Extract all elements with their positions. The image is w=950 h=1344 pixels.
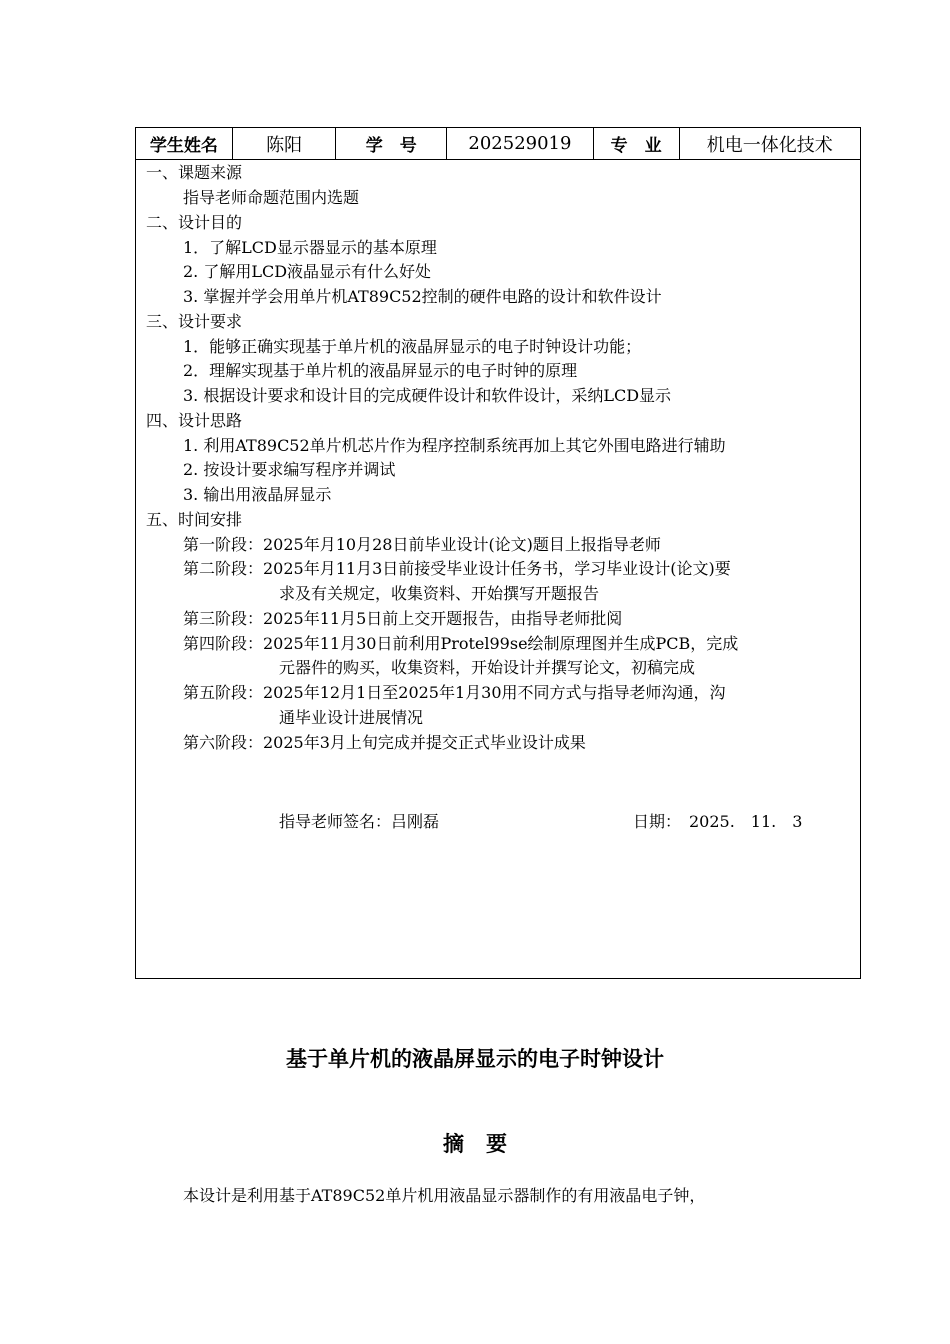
schedule-stage-2-cont: 求及有关规定，收集资料、开始撰写开题报告: [279, 584, 600, 603]
signature-date: 日期： 2025. 11. 3: [633, 812, 803, 831]
schedule-stage-1: 第一阶段：2025年月10月28日前毕业设计(论文)题目上报指导老师: [183, 535, 661, 554]
approach-item: 2. 按设计要求编写程序并调试: [183, 460, 396, 479]
section-purpose-heading: 二、设计目的: [146, 213, 243, 232]
section-schedule-heading: 五、时间安排: [146, 510, 243, 529]
major-label: 专 业: [594, 128, 680, 159]
name-label: 学生姓名: [136, 128, 233, 159]
approach-item: 3. 输出用液晶屏显示: [183, 485, 332, 504]
schedule-stage-5-cont: 通毕业设计进展情况: [279, 708, 424, 727]
purpose-item: 1．了解LCD显示器显示的基本原理: [183, 238, 437, 257]
abstract-paragraph: 本设计是利用基于AT89C52单片机用液晶显示器制作的有用液晶电子钟，: [183, 1186, 706, 1205]
requirement-item: 1．能够正确实现基于单片机的液晶屏显示的电子时钟设计功能；: [183, 337, 642, 356]
schedule-stage-4-cont: 元器件的购买，收集资料，开始设计并撰写论文，初稿完成: [279, 658, 696, 677]
schedule-stage-6: 第六阶段：2025年3月上旬完成并提交正式毕业设计成果: [183, 733, 586, 752]
proposal-form: [135, 127, 861, 979]
approach-item: 1. 利用AT89C52单片机芯片作为程序控制系统再加上其它外围电路进行辅助: [183, 436, 726, 455]
schedule-stage-5: 第五阶段：2025年12月1日至2025年1月30用不同方式与指导老师沟通，沟: [183, 683, 726, 702]
section-requirements-heading: 三、设计要求: [146, 312, 243, 331]
schedule-stage-3: 第三阶段：2025年11月5日前上交开题报告，由指导老师批阅: [183, 609, 623, 628]
section-approach-heading: 四、设计思路: [146, 411, 243, 430]
purpose-item: 3. 掌握并学会用单片机AT89C52控制的硬件电路的设计和软件设计: [183, 287, 662, 306]
section-source-text: 指导老师命题范围内选题: [183, 188, 360, 207]
name-value: 陈阳: [233, 128, 337, 159]
teacher-signature: 指导老师签名：吕刚磊: [279, 812, 440, 831]
schedule-stage-4: 第四阶段：2025年11月30日前利用Protel99se绘制原理图并生成PCB，完成: [183, 634, 739, 653]
requirement-item: 3. 根据设计要求和设计目的完成硬件设计和软件设计，采纳LCD显示: [183, 386, 672, 405]
schedule-stage-2: 第二阶段：2025年月11月3日前接受毕业设计任务书，学习毕业设计(论文)要: [183, 559, 731, 578]
purpose-item: 2. 了解用LCD液晶显示有什么好处: [183, 262, 432, 281]
document-title: 基于单片机的液晶屏显示的电子时钟设计: [286, 1047, 664, 1071]
student-id-value: 202529019: [447, 128, 594, 159]
major-value: 机电一体化技术: [706, 134, 833, 156]
abstract-heading: 摘要: [443, 1132, 529, 1156]
student-info-row: [136, 128, 860, 160]
section-source-heading: 一、课题来源: [146, 163, 243, 182]
student-id-label: 学 号: [336, 128, 447, 159]
requirement-item: 2．理解实现基于单片机的液晶屏显示的电子时钟的原理: [183, 361, 578, 380]
